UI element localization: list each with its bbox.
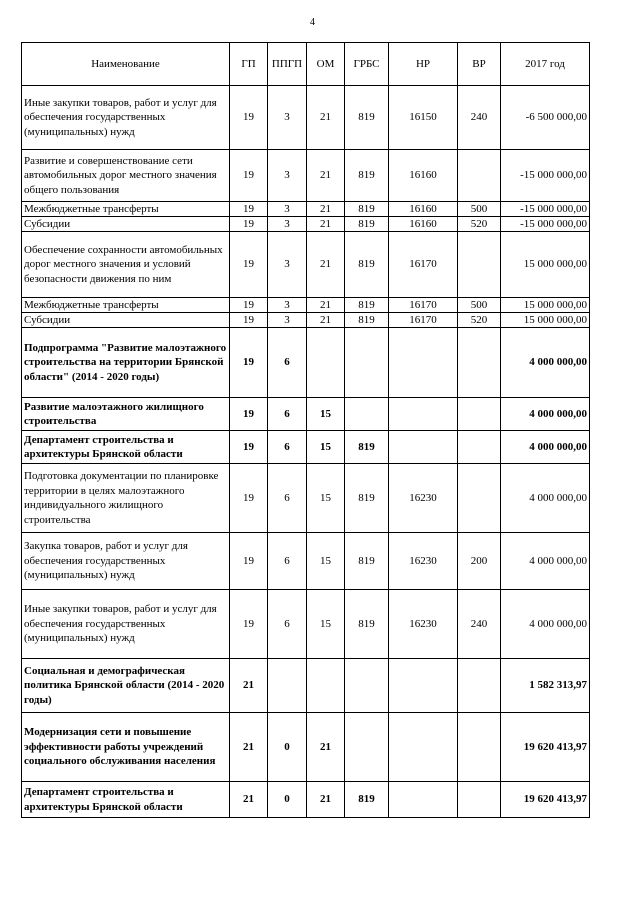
cell-grbs: 819 [345, 590, 389, 659]
cell-gp: 21 [230, 782, 268, 818]
cell-om: 21 [307, 782, 345, 818]
cell-amount: 15 000 000,00 [501, 232, 590, 298]
cell-amount: 4 000 000,00 [501, 431, 590, 464]
cell-nr [389, 659, 458, 713]
cell-vr [458, 232, 501, 298]
cell-name: Подготовка документации по планировке территории в целях малоэтажного индивидуального жилищного строительства [22, 464, 230, 533]
cell-om: 21 [307, 298, 345, 313]
table-row [22, 713, 590, 782]
header-grbs: ГРБС [345, 43, 389, 86]
table-row [22, 782, 590, 818]
cell-grbs: 819 [345, 533, 389, 590]
cell-gp: 19 [230, 217, 268, 232]
table-row [22, 298, 590, 313]
cell-om [307, 659, 345, 713]
cell-name: Обеспечение сохранности автомобильных дорог местного значения и условий безопасности движения по ним [22, 232, 230, 298]
table-row [22, 86, 590, 150]
cell-name: Департамент строительства и архитектуры Брянской области [22, 431, 230, 464]
table-row [22, 328, 590, 398]
cell-nr: 16230 [389, 464, 458, 533]
cell-nr: 16230 [389, 590, 458, 659]
table-row [22, 398, 590, 431]
cell-ppgp: 6 [268, 464, 307, 533]
cell-name: Иные закупки товаров, работ и услуг для обеспечения государственных (муниципальных) нужд [22, 590, 230, 659]
header-row [22, 43, 590, 86]
header-ppgp: ППГП [268, 43, 307, 86]
cell-vr [458, 150, 501, 202]
cell-name: Департамент строительства и архитектуры Брянской области [22, 782, 230, 818]
cell-gp: 19 [230, 590, 268, 659]
cell-grbs: 819 [345, 217, 389, 232]
cell-om: 15 [307, 464, 345, 533]
cell-ppgp: 6 [268, 328, 307, 398]
cell-gp: 19 [230, 431, 268, 464]
cell-name: Модернизация сети и повышение эффективности работы учреждений социального обслуживания населения [22, 713, 230, 782]
cell-vr [458, 713, 501, 782]
cell-om: 21 [307, 232, 345, 298]
cell-ppgp: 3 [268, 150, 307, 202]
cell-grbs [345, 398, 389, 431]
cell-om: 15 [307, 533, 345, 590]
cell-om: 15 [307, 431, 345, 464]
table-row [22, 202, 590, 217]
cell-gp: 19 [230, 298, 268, 313]
cell-ppgp: 3 [268, 217, 307, 232]
cell-ppgp: 0 [268, 782, 307, 818]
cell-ppgp: 6 [268, 533, 307, 590]
cell-ppgp: 6 [268, 590, 307, 659]
cell-amount: 19 620 413,97 [501, 713, 590, 782]
cell-nr [389, 398, 458, 431]
table-row [22, 232, 590, 298]
cell-grbs: 819 [345, 431, 389, 464]
cell-nr: 16230 [389, 533, 458, 590]
cell-ppgp: 6 [268, 431, 307, 464]
header-vr: ВР [458, 43, 501, 86]
cell-grbs: 819 [345, 202, 389, 217]
cell-nr: 16150 [389, 86, 458, 150]
cell-gp: 19 [230, 86, 268, 150]
cell-om: 21 [307, 217, 345, 232]
cell-om: 21 [307, 713, 345, 782]
cell-gp: 19 [230, 202, 268, 217]
cell-vr: 200 [458, 533, 501, 590]
cell-vr [458, 398, 501, 431]
budget-table [21, 42, 590, 818]
cell-nr [389, 431, 458, 464]
cell-name: Социальная и демографическая политика Брянской области (2014 - 2020 годы) [22, 659, 230, 713]
cell-gp: 19 [230, 328, 268, 398]
cell-name: Закупка товаров, работ и услуг для обеспечения государственных (муниципальных) нужд [22, 533, 230, 590]
cell-om: 21 [307, 202, 345, 217]
cell-amount: 4 000 000,00 [501, 533, 590, 590]
cell-vr [458, 464, 501, 533]
cell-amount: 1 582 313,97 [501, 659, 590, 713]
cell-grbs [345, 328, 389, 398]
cell-name: Подпрограмма "Развитие малоэтажного строительства на территории Брянской области" (2014 - 2020 годы) [22, 328, 230, 398]
cell-nr: 16170 [389, 313, 458, 328]
cell-nr: 16170 [389, 298, 458, 313]
cell-name: Субсидии [22, 313, 230, 328]
cell-vr [458, 328, 501, 398]
cell-ppgp: 6 [268, 398, 307, 431]
cell-vr: 240 [458, 590, 501, 659]
cell-om: 15 [307, 398, 345, 431]
cell-ppgp: 0 [268, 713, 307, 782]
table-row [22, 590, 590, 659]
cell-vr [458, 782, 501, 818]
cell-ppgp: 3 [268, 313, 307, 328]
cell-vr: 500 [458, 298, 501, 313]
cell-gp: 21 [230, 659, 268, 713]
cell-amount: 19 620 413,97 [501, 782, 590, 818]
cell-amount: 4 000 000,00 [501, 328, 590, 398]
cell-amount: 4 000 000,00 [501, 590, 590, 659]
cell-grbs: 819 [345, 464, 389, 533]
cell-gp: 19 [230, 313, 268, 328]
cell-gp: 19 [230, 150, 268, 202]
cell-nr [389, 328, 458, 398]
header-year: 2017 год [501, 43, 590, 86]
cell-gp: 19 [230, 398, 268, 431]
cell-om: 15 [307, 590, 345, 659]
cell-grbs [345, 713, 389, 782]
cell-name: Субсидии [22, 217, 230, 232]
cell-name: Межбюджетные трансферты [22, 298, 230, 313]
cell-gp: 19 [230, 232, 268, 298]
table-row [22, 659, 590, 713]
cell-grbs: 819 [345, 86, 389, 150]
table-body [22, 86, 590, 818]
cell-gp: 19 [230, 464, 268, 533]
cell-vr [458, 659, 501, 713]
cell-ppgp: 3 [268, 298, 307, 313]
cell-om: 21 [307, 86, 345, 150]
header-om: ОМ [307, 43, 345, 86]
cell-nr: 16160 [389, 217, 458, 232]
header-gp: ГП [230, 43, 268, 86]
cell-gp: 19 [230, 533, 268, 590]
table-row [22, 464, 590, 533]
cell-ppgp: 3 [268, 202, 307, 217]
cell-amount: 15 000 000,00 [501, 313, 590, 328]
table-row [22, 431, 590, 464]
cell-nr: 16160 [389, 202, 458, 217]
table-row [22, 217, 590, 232]
header-nr: НР [389, 43, 458, 86]
cell-amount: 15 000 000,00 [501, 298, 590, 313]
cell-nr: 16160 [389, 150, 458, 202]
cell-vr: 240 [458, 86, 501, 150]
cell-grbs: 819 [345, 313, 389, 328]
cell-nr [389, 782, 458, 818]
cell-amount: 4 000 000,00 [501, 464, 590, 533]
cell-ppgp: 3 [268, 232, 307, 298]
cell-grbs: 819 [345, 782, 389, 818]
cell-grbs: 819 [345, 298, 389, 313]
cell-om: 21 [307, 150, 345, 202]
page-number: 4 [310, 17, 315, 28]
cell-gp: 21 [230, 713, 268, 782]
cell-amount: 4 000 000,00 [501, 398, 590, 431]
cell-grbs: 819 [345, 232, 389, 298]
cell-om [307, 328, 345, 398]
cell-amount: -15 000 000,00 [501, 150, 590, 202]
cell-nr: 16170 [389, 232, 458, 298]
cell-nr [389, 713, 458, 782]
cell-vr [458, 431, 501, 464]
table-row [22, 313, 590, 328]
cell-amount: -6 500 000,00 [501, 86, 590, 150]
cell-om: 21 [307, 313, 345, 328]
cell-amount: -15 000 000,00 [501, 217, 590, 232]
cell-name: Развитие и совершенствование сети автомобильных дорог местного значения общего пользования [22, 150, 230, 202]
cell-ppgp: 3 [268, 86, 307, 150]
cell-grbs: 819 [345, 150, 389, 202]
cell-vr: 500 [458, 202, 501, 217]
cell-grbs [345, 659, 389, 713]
cell-name: Межбюджетные трансферты [22, 202, 230, 217]
cell-vr: 520 [458, 217, 501, 232]
cell-name: Развитие малоэтажного жилищного строительства [22, 398, 230, 431]
cell-name: Иные закупки товаров, работ и услуг для обеспечения государственных (муниципальных) нужд [22, 86, 230, 150]
table-row [22, 150, 590, 202]
table-row [22, 533, 590, 590]
cell-vr: 520 [458, 313, 501, 328]
header-name: Наименование [22, 43, 230, 86]
cell-amount: -15 000 000,00 [501, 202, 590, 217]
cell-ppgp [268, 659, 307, 713]
